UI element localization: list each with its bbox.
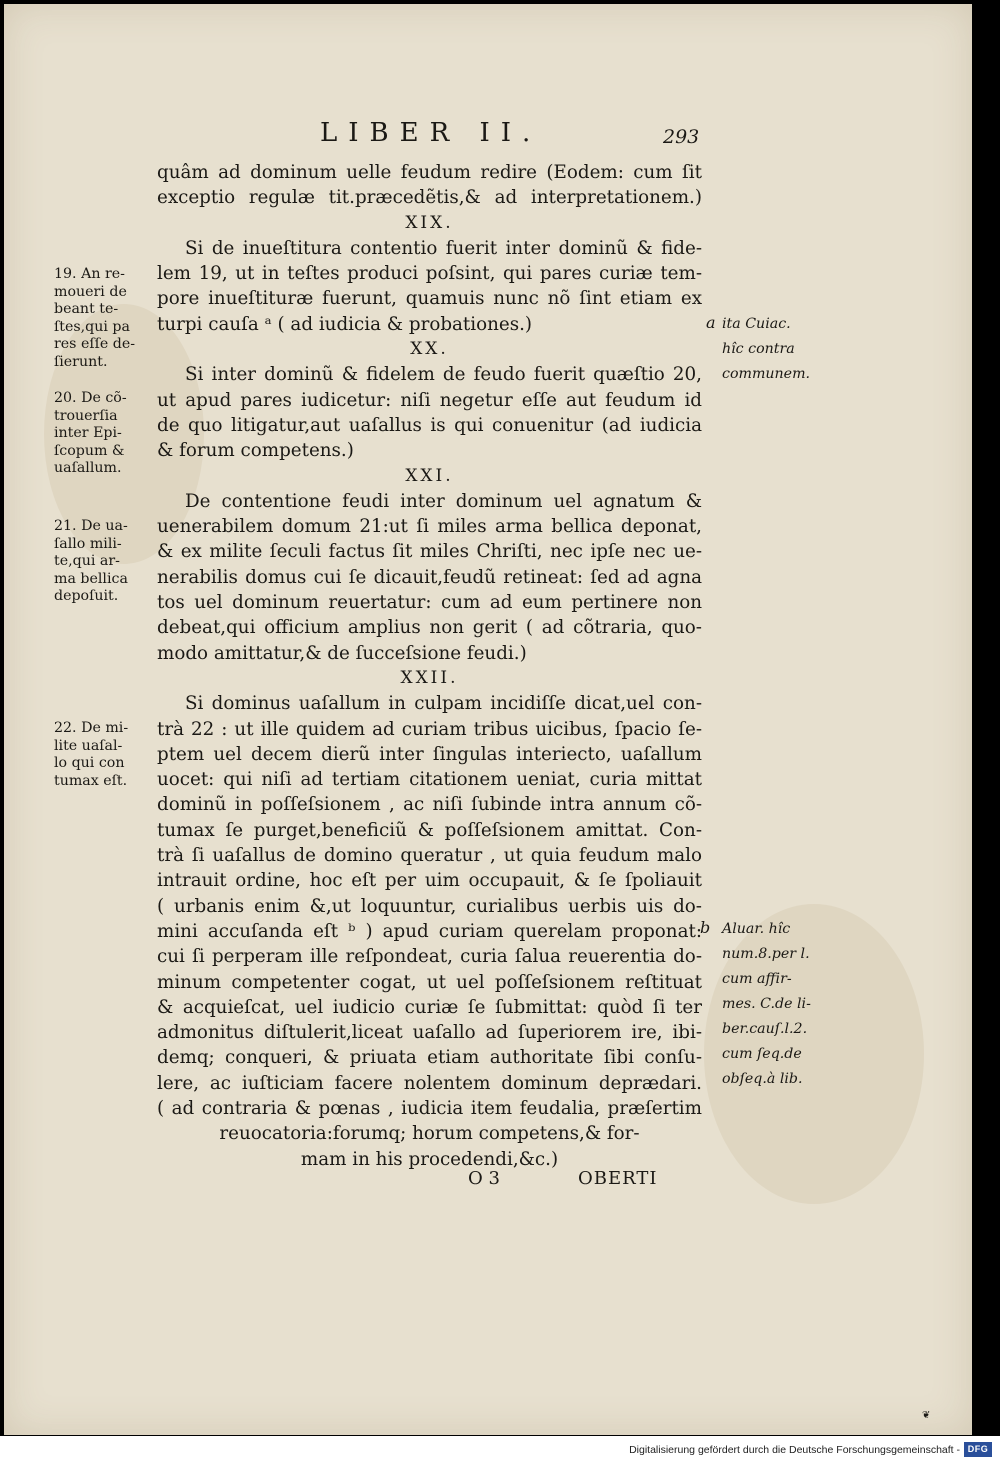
chapter-heading: XXI. [405,465,454,486]
margin-line: lite uaſal- [54,737,123,754]
text-line: nerabilis domus cui ſe dicauit,feudũ retineat: ſed ad agna [157,566,702,588]
margin-line: ber.cauſ.l.2. [722,1021,808,1037]
margin-line: mes. C.de li- [722,996,811,1012]
text-line: reuocatoria:forumq; horum competens,& for- [219,1123,640,1145]
text-line: uocet: qui niſi ad tertiam citationem ueniat, curia mittat [157,769,702,791]
margin-line: ſallo mili- [54,535,122,552]
margin-note-20 [54,390,154,478]
dfg-logo: DFG [964,1442,992,1457]
margin-line: communem. [722,366,811,382]
text-line: demq; conqueri, & priuata etiam authoritate ſibi conſu- [157,1047,702,1069]
text-line: dominũ in poſſeſsionem , ac niſi ſubinde intra annum cõ- [157,794,702,816]
text-line: tos uel dominum reuertatur: cum ad eum pertinere non [157,592,702,614]
margin-note-19 [54,266,154,372]
text-line: mini accuſanda eſt ᵇ ) apud curiam querelam proponat: [157,920,702,942]
text-line: cui ſi perperam ille reſpondeat, curia ſalua reuerentia do- [157,946,702,968]
text-line: & acquieſcat, uel iudicio curiæ ſe ſubmittat: quòd ſi ter [157,996,702,1018]
text-line: debeat,qui officium amplius non gerit ( ad cõtraria, quo- [157,617,702,639]
margin-line: num.8.per l. [722,946,810,962]
margin-line: cum affir- [722,971,792,987]
scan-border [972,0,1000,1436]
text-line: ( ad contraria & pœnas , iudicia item feudalia, præſertim [157,1097,702,1119]
text-line: lem 19, ut in teſtes produci poſsint, qui pares curiæ tem- [157,263,702,285]
text-line: ut apud pares iudicetur: niſi negetur eſſe aut feudum id [157,389,702,411]
signature-mark: O 3 [468,1168,500,1189]
margin-line: uaſallum. [54,460,122,477]
page-number: 293 [663,126,700,148]
text-line: modo amittatur,& de ſucceſsione feudi.) [157,642,527,664]
catchword: OBERTI [578,1168,658,1189]
text-line: exceptio regulæ tit.præcedẽtis,& ad interpretationem.) [157,187,702,209]
margin-line: inter Epi- [54,425,122,442]
chapter-heading: XXII. [400,667,459,688]
margin-line: depoſuit. [54,588,119,605]
margin-line: 19. An re- [54,266,125,282]
margin-line: 21. De ua- [54,518,128,534]
text-line: & ex milite ſeculi factus ſit miles Chriſti, nec ipſe nec ue- [157,541,702,563]
text-line: de quo litigatur,aut uaſallus is qui conuenitur (ad iudicia [157,414,702,436]
margin-line: hîc contra [722,341,795,357]
text-line: tumax ſe purget,beneficiũ & poſſeſsionem amittat. Con- [157,819,702,841]
margin-line: 20. De cõ- [54,390,127,406]
text-line: Si dominus uaſallum in culpam incidiſſe dicat,uel con- [185,693,702,715]
margin-line: ma bellica [54,570,128,587]
text-line: Si inter dominũ & fidelem de feudo fuerit quæſtio 20, [185,364,702,386]
main-text-block [157,160,702,1172]
margin-note-21 [54,518,154,606]
text-line: pore inueſtituræ fuerunt, quamuis nunc nõ ſint etiam ex [157,288,702,310]
margin-line: 22. De mi- [54,720,129,736]
margin-line: ita Cuiac. [722,316,791,332]
footnote-marker-b: b [700,918,711,937]
text-line: De contentione feudi inter dominum uel agnatum & [185,490,702,512]
margin-line: res eſſe de- [54,336,136,353]
text-line: trà ſi uaſallus de domino queratur , ut quia feudum malo [157,845,702,867]
margin-line: te,qui ar- [54,553,120,570]
margin-line: cum ſeq.de [722,1046,802,1062]
footnote-marker-a: a [706,313,716,332]
text-line: minum competenter cogat, ut uel poſſeſsionem reſtituat [157,971,702,993]
right-margin-note-a [722,312,842,387]
margin-line: ſierunt. [54,353,108,370]
text-line: quâm ad dominum uelle feudum redire (Eodem: cum ſit [157,162,702,183]
text-line: ptem uel decem dierũ inter ſingulas interiecto, uaſallum [157,743,702,765]
margin-line: ſcopum & [54,442,125,459]
margin-line: ſtes,qui pa [54,318,130,335]
chapter-heading: XIX. [405,212,454,233]
margin-line: obſeq.à lib. [722,1071,803,1087]
text-line: uenerabilem domum 21:ut ſi miles arma bellica deponat, [157,516,702,538]
text-line: intrauit ordine, hoc eſt per uim occupauit, & ſe ſpoliauit [157,870,702,892]
margin-note-22 [54,720,154,790]
margin-line: beant te- [54,301,119,318]
margin-line: Aluar. hîc [722,921,791,937]
text-line: admonitus diſtulerit,liceat uaſallo ad ſuperiorem ire, ibi- [157,1022,702,1044]
margin-line: trouerſia [54,407,118,424]
text-line: ( urbanis enim &,ut loquuntur, curialibus uerbis uis do- [157,895,702,917]
text-line: turpi cauſa ᵃ ( ad iudicia & probationes.) [157,313,533,335]
chapter-heading: XX. [410,339,449,360]
funding-notice: Digitalisierung gefördert durch die Deutsche Forschungsgemeinschaft - [629,1444,960,1456]
footer-bar [0,1436,1000,1465]
text-line: trà 22 : ut ille quidem ad curiam tribus uicibus, ſpacio ſe- [157,718,702,740]
text-line: & forum competens.) [157,440,354,462]
running-head: LIBER II. [320,118,542,148]
margin-line: tumax eſt. [54,772,128,789]
right-margin-note-b [722,917,842,1092]
margin-line: moueri de [54,283,127,300]
text-line: mam in his procedendi,&c.) [300,1148,559,1170]
text-line: lere, ac iuſticiam facere nolentem dominum deprædari. [157,1072,702,1094]
margin-line: lo qui con [54,755,125,772]
ornament-mark: ❦ [922,1410,931,1421]
text-line: Si de inueſtitura contentio fuerit inter dominũ & fide- [185,237,702,259]
